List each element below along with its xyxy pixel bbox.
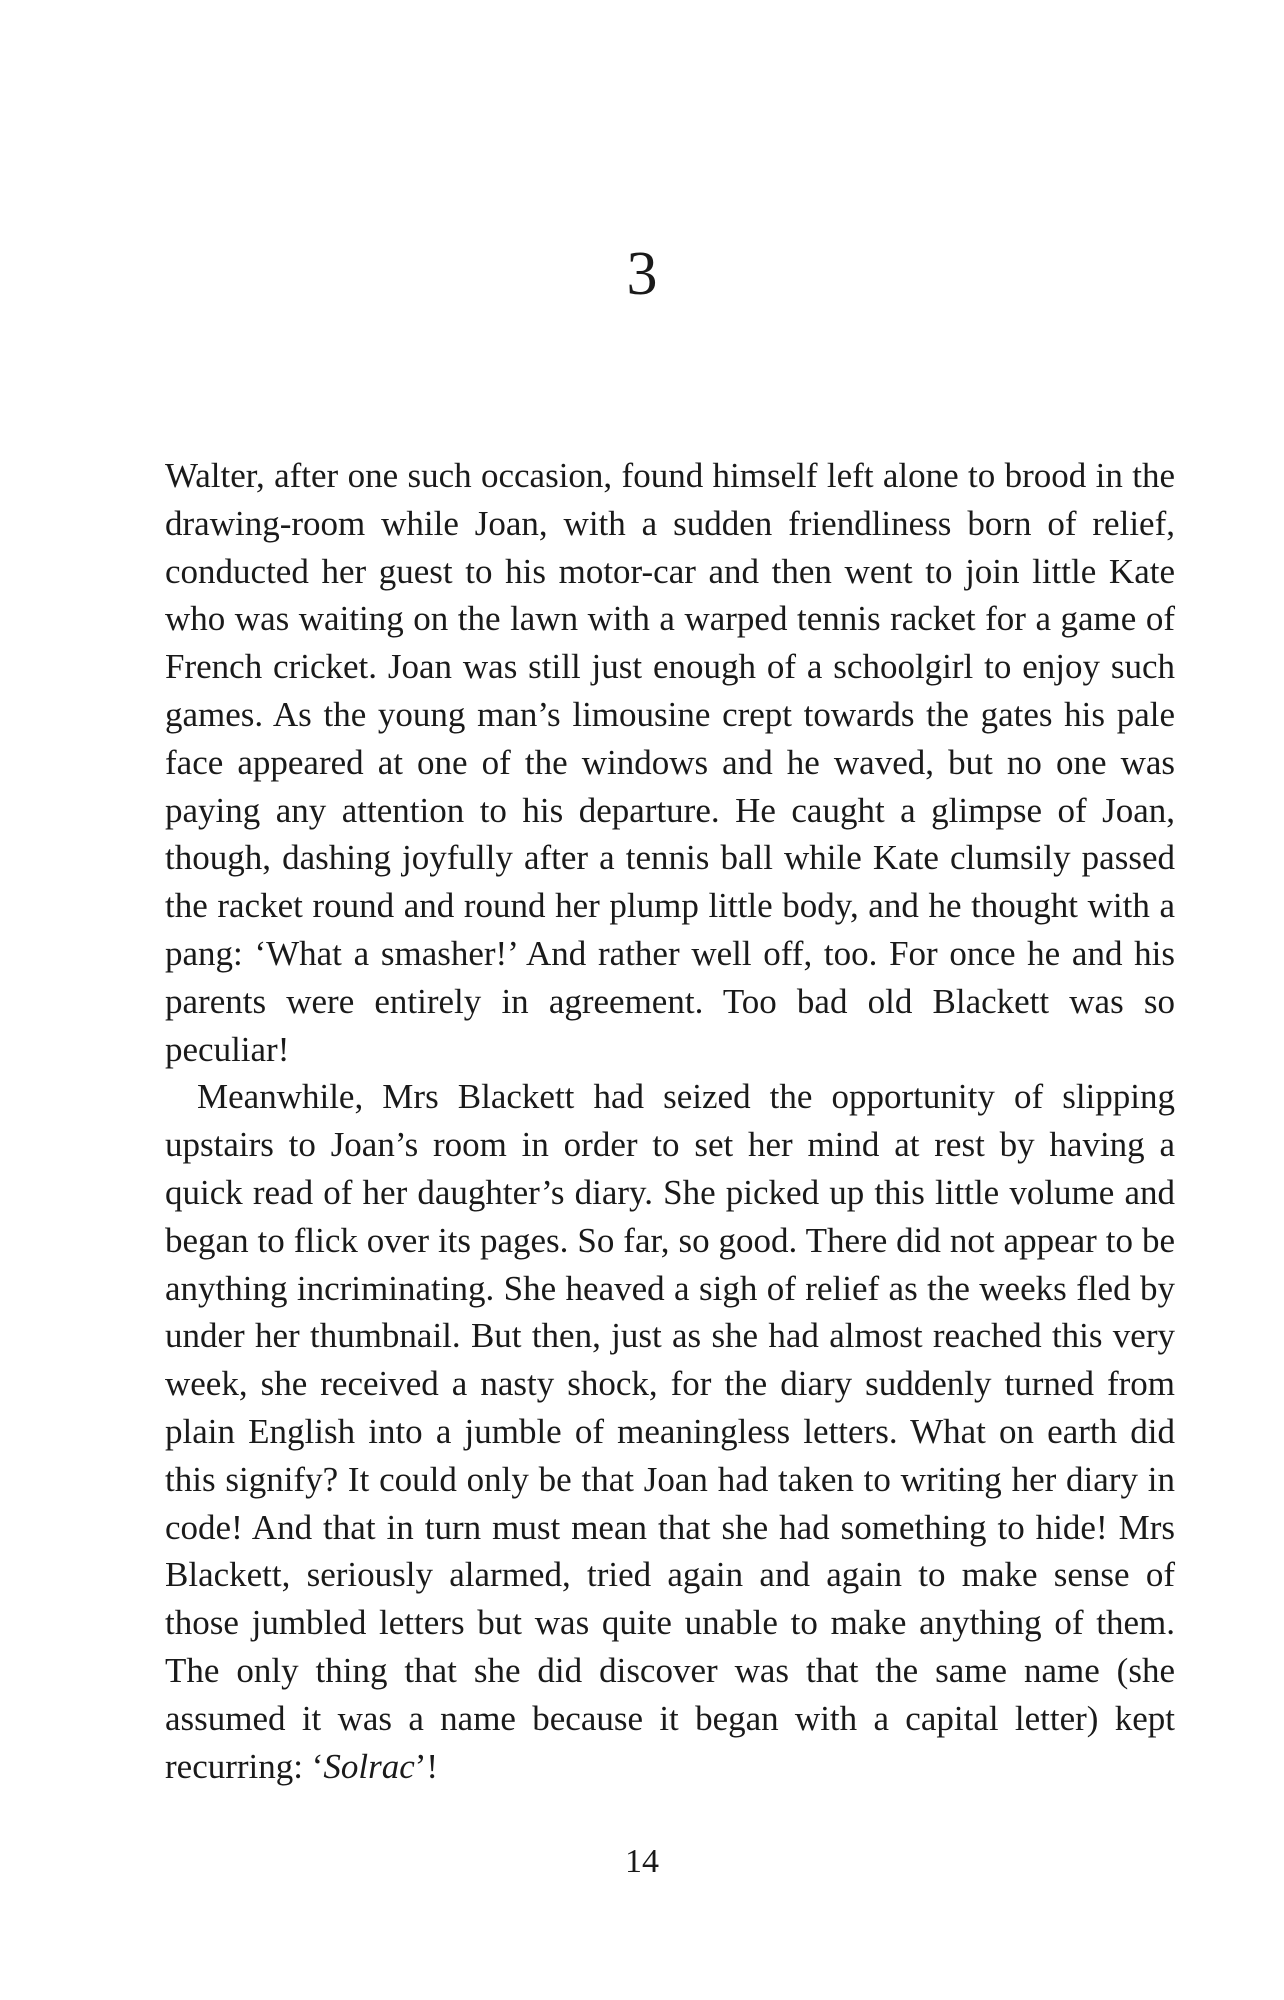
paragraph-2-text: Meanwhile, Mrs Blackett had seized the opportunity of slipping upstairs to Joan’s room in order to set her mind at rest by having a quick read of her daughter’s diary. She picked up this little volume and began to flick over its pages. So far, so good. There did not appear to be anything incriminating. She heaved a sigh of relief as the weeks fled by under her thumbnail. But then, just as she had almost reached this very week, she received a nasty shock, for the diary suddenly turned from plain English into a jumble of meaningless letters. What on earth did this signify? It could only be that Joan had taken to writing her diary in code! And that in turn must mean that she had something to hide! Mrs Blackett, seriously alarmed, tried again and again to make sense of those jumbled letters but was quite unable to make anything of them. The only thing that she did discover was that the same name (she assumed it was a name because it began with a capital letter) kept recurring: ‘: [165, 1077, 1175, 1786]
chapter-number: 3: [626, 240, 658, 308]
paragraph-2: [165, 1073, 1175, 1790]
paragraph-1: Walter, after one such occasion, found himself left alone to brood in the drawing-room while Joan, with a sudden friendliness born of relief, conducted her guest to his motor-car and then went to join little Kate who was waiting on the lawn with a warped tennis racket for a game of French cricket. Joan was still just enough of a schoolgirl to enjoy such games. As the young man’s limousine crept towards the gates his pale face appeared at one of the windows and he waved, but no one was paying any attention to his departure. He caught a glimpse of Joan, though, dashing joyfully after a tennis ball while Kate clumsily passed the racket round and round her plump little body, and he thought with a pang: ‘What a smasher!’ And rather well off, too. For once he and his parents were entirely in agreement. Too bad old Blackett was so peculiar!: [165, 456, 1175, 1069]
paragraph-2-closing: ’!: [414, 1746, 439, 1786]
chapter-body: [165, 452, 1175, 1790]
italic-name-solrac: Solrac: [323, 1746, 415, 1786]
page-number: 14: [625, 1843, 659, 1880]
